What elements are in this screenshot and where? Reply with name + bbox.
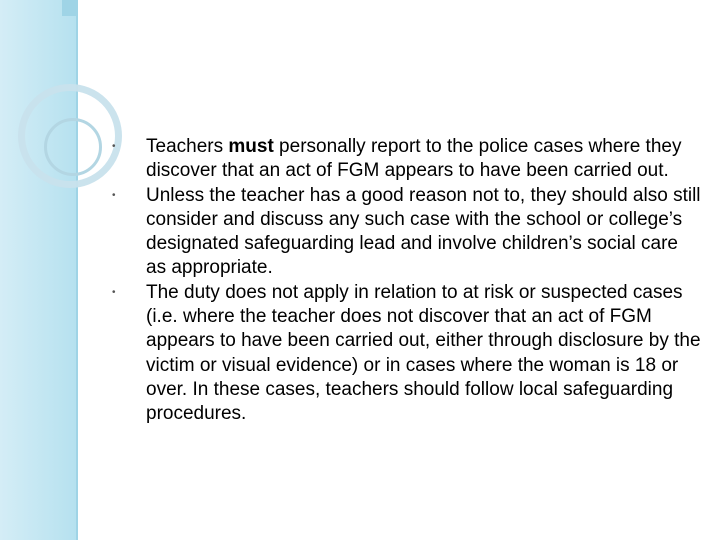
bullet-3-text: The duty does not apply in relation to at risk or suspected cases (i.e. where the teacher does not discover that an act of FGM appears to have been carried out, either through disclosure by the victim or visual evidence) or in cases where the woman is 18 or over. In these cases, teachers should follow local safeguarding procedures.	[146, 281, 701, 425]
bullet-1-emphasis: must	[228, 136, 274, 157]
bullet-icon: •	[112, 189, 116, 201]
decorative-corner-accent	[62, 0, 76, 16]
decorative-side-band	[0, 0, 78, 540]
bullet-1-text-start: Teachers	[146, 136, 229, 157]
bullet-item-2	[112, 184, 702, 281]
bullet-list	[112, 135, 702, 427]
decorative-inner-ring	[44, 118, 102, 176]
bullet-item-1	[112, 135, 702, 184]
bullet-icon: •	[112, 286, 116, 298]
bullet-item-3	[112, 281, 702, 427]
bullet-icon: •	[112, 141, 116, 152]
bullet-1-text-end: personally report to the police cases where they discover that an act of FGM appears to have been carried out.	[146, 136, 682, 182]
bullet-2-text: Unless the teacher has a good reason not to, they should also still consider and discuss any such case with the school or college’s designated safeguarding lead and involve children’s social care as appropriate.	[146, 184, 701, 279]
